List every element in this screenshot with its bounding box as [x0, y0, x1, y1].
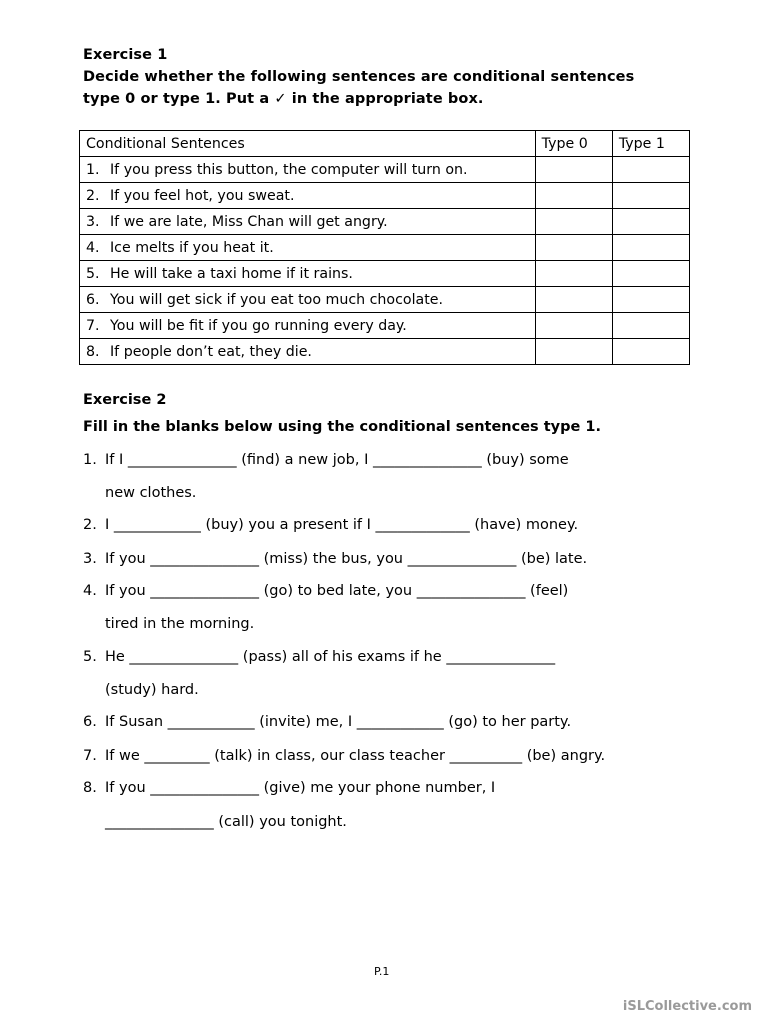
- header-type-1: Type 1: [612, 131, 689, 157]
- type-0-checkbox-cell[interactable]: [535, 209, 612, 235]
- type-0-checkbox-cell[interactable]: [535, 235, 612, 261]
- exercise-1-heading: [83, 44, 634, 110]
- item-text: If you _______________ (go) to bed late, you _______________ (feel): [105, 583, 569, 599]
- sentence-cell: [80, 209, 536, 235]
- type-1-checkbox-cell[interactable]: [612, 339, 689, 365]
- type-0-checkbox-cell[interactable]: [535, 157, 612, 183]
- fill-blank-item-5-continued: (study) hard.: [105, 682, 199, 698]
- row-number: 8.: [86, 343, 100, 360]
- sentence-text: You will be fit if you go running every day.: [110, 317, 407, 334]
- item-text: He _______________ (pass) all of his exams if he _______________: [105, 649, 556, 665]
- sentence-cell: [80, 287, 536, 313]
- exercise-2-title: Exercise 2: [83, 392, 167, 408]
- item-number: 7.: [83, 748, 97, 764]
- table-row: [80, 287, 690, 313]
- sentence-text: If we are late, Miss Chan will get angry.: [110, 213, 388, 230]
- item-number: 2.: [83, 517, 97, 533]
- fill-blank-item-1-continued: new clothes.: [105, 485, 197, 501]
- item-number: 6.: [83, 714, 97, 730]
- sentence-text: If people don’t eat, they die.: [110, 343, 312, 360]
- row-number: 7.: [86, 317, 100, 334]
- type-0-checkbox-cell[interactable]: [535, 261, 612, 287]
- fill-blank-item-4-continued: tired in the morning.: [105, 616, 255, 632]
- type-1-checkbox-cell[interactable]: [612, 183, 689, 209]
- sentence-cell: [80, 183, 536, 209]
- sentence-cell: [80, 261, 536, 287]
- type-0-checkbox-cell[interactable]: [535, 339, 612, 365]
- sentence-text: If you feel hot, you sweat.: [110, 187, 295, 204]
- sentence-text: You will get sick if you eat too much chocolate.: [110, 291, 444, 308]
- fill-blank-item-1: [83, 449, 569, 471]
- table-row: [80, 339, 690, 365]
- type-0-checkbox-cell[interactable]: [535, 287, 612, 313]
- exercise-1-instruction-line-1: Decide whether the following sentences are conditional sentences: [83, 69, 635, 85]
- item-number: 4.: [83, 583, 97, 599]
- fill-blank-item-4: [83, 580, 568, 602]
- exercise-1-title: Exercise 1: [83, 47, 168, 63]
- item-number: 8.: [83, 780, 97, 796]
- table-header-row: [80, 131, 690, 157]
- type-1-checkbox-cell[interactable]: [612, 287, 689, 313]
- sentence-text: If you press this button, the computer will turn on.: [110, 161, 468, 178]
- row-number: 6.: [86, 291, 100, 308]
- fill-blank-item-3: [83, 548, 587, 570]
- table-row: [80, 183, 690, 209]
- item-text: I ____________ (buy) you a present if I _____________ (have) money.: [105, 517, 579, 533]
- type-0-checkbox-cell[interactable]: [535, 183, 612, 209]
- table-row: [80, 157, 690, 183]
- type-1-checkbox-cell[interactable]: [612, 313, 689, 339]
- fill-blank-item-6: [83, 711, 571, 733]
- row-number: 2.: [86, 187, 100, 204]
- item-text: If you _______________ (miss) the bus, you _______________ (be) late.: [105, 551, 588, 567]
- row-number: 5.: [86, 265, 100, 282]
- row-number: 3.: [86, 213, 100, 230]
- row-number: 1.: [86, 161, 100, 178]
- exercise-2-instruction: Fill in the blanks below using the conditional sentences type 1.: [83, 419, 601, 435]
- row-number: 4.: [86, 239, 100, 256]
- fill-blank-item-5: [83, 646, 555, 668]
- type-1-checkbox-cell[interactable]: [612, 157, 689, 183]
- sentence-text: He will take a taxi home if it rains.: [110, 265, 353, 282]
- fill-blank-item-2: [83, 514, 578, 536]
- header-type-0: Type 0: [535, 131, 612, 157]
- sentence-cell: [80, 313, 536, 339]
- conditional-sentences-table: [79, 130, 690, 365]
- item-text: If you _______________ (give) me your phone number, I: [105, 780, 496, 796]
- table-row: [80, 261, 690, 287]
- sentence-cell: [80, 157, 536, 183]
- table-row: [80, 209, 690, 235]
- page-number: P.1: [374, 965, 390, 978]
- type-1-checkbox-cell[interactable]: [612, 235, 689, 261]
- item-number: 1.: [83, 452, 97, 468]
- type-1-checkbox-cell[interactable]: [612, 209, 689, 235]
- header-conditional-sentences: Conditional Sentences: [80, 131, 536, 157]
- item-text: If Susan ____________ (invite) me, I ____________ (go) to her party.: [105, 714, 572, 730]
- item-number: 3.: [83, 551, 97, 567]
- watermark-logo: iSLCollective.com: [622, 999, 752, 1014]
- item-number: 5.: [83, 649, 97, 665]
- fill-blank-item-7: [83, 745, 605, 767]
- fill-blank-item-8: [83, 777, 495, 799]
- sentence-text: Ice melts if you heat it.: [110, 239, 274, 256]
- table-row: [80, 235, 690, 261]
- item-text: If I _______________ (find) a new job, I _______________ (buy) some: [105, 452, 569, 468]
- exercise-1-instruction-line-2: type 0 or type 1. Put a ✓ in the appropriate box.: [83, 91, 484, 107]
- type-0-checkbox-cell[interactable]: [535, 313, 612, 339]
- table-row: [80, 313, 690, 339]
- fill-blank-item-8-continued: _______________ (call) you tonight.: [105, 814, 347, 830]
- sentence-cell: [80, 235, 536, 261]
- item-text: If we _________ (talk) in class, our class teacher __________ (be) angry.: [105, 748, 606, 764]
- sentence-cell: [80, 339, 536, 365]
- type-1-checkbox-cell[interactable]: [612, 261, 689, 287]
